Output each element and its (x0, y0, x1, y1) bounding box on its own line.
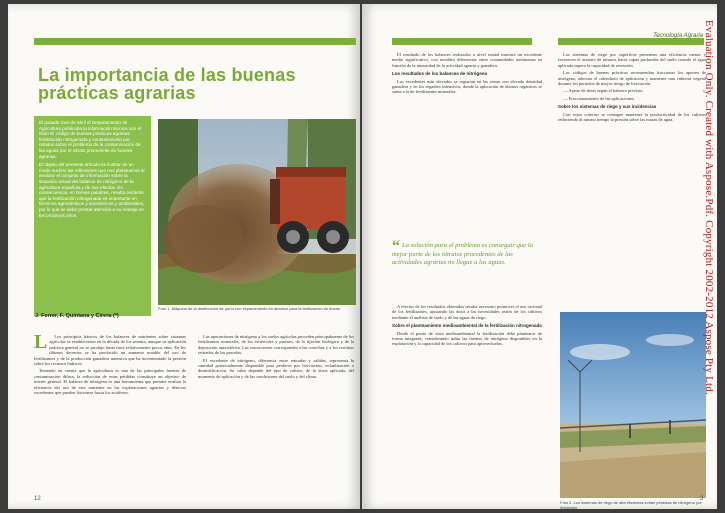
col1-paragraph-1: Los principios básicos de los balances de nutrientes sobre sistemas agrícolas se establecieron en la década de los sesenta, aunque su aplicación práctica general no se produjo hasta hace relativamente pocos años. En los últimos decenios se ha producido un aumento notable del uso de fertilizantes y de la producción ganadera intensiva que ha incrementado la presión sobre los recursos hídricos. (34, 334, 186, 367)
pull-quote (392, 238, 542, 267)
intro-paragraph-1: El pasado mes de abril el Departamento de Agricultura publicaba la información técnica con el título El código de buenas prácticas agrarias: fertilización nitrogenada y contaminación por nitratos sobre el problema de la contaminación de las aguas por el nitrato procedente de fuentes agrarias. (39, 120, 142, 159)
col4-paragraph-3: Con estos criterios se consigue mantener la productividad de los cultivos reduciendo al mismo tiempo la presión sobre las masas de agua. (558, 111, 706, 123)
right-page (362, 4, 717, 509)
section-tag: Tecnología Agraria (653, 33, 703, 39)
manure-spreader-image (158, 119, 356, 305)
photo-manure-spreader (158, 119, 356, 305)
photo-irrigation (560, 312, 706, 498)
quote-mark-icon: “ (392, 238, 400, 255)
article-title: La importancia de las buenas prácticas agrarias (38, 65, 296, 103)
header-bar-right-b (558, 38, 704, 45)
col3-paragraph-2: Los excedentes más elevados se registran en las zonas con elevada densidad ganadera y en los regadíos intensivos, donde la aplicación de abonos orgánicos se suma a la de fertilizantes minerales. (392, 78, 542, 95)
body-column-1 (34, 334, 186, 502)
col4-subhead: Sobre los sistemas de riego y sus incidencias (558, 104, 657, 110)
col1-paragraph-2: Teniendo en cuenta que la agricultura es una de las principales fuentes de contaminación difusa, la reducción de estas pérdidas constituye un objetivo de interés general. El balance de nitrógeno es una herramienta que permite evaluar la eficiencia del uso de este nutriente en las explotaciones agrarias y detectar excedentes que pueden lixiviarse hacia los acuíferos. (34, 368, 186, 396)
col3-subhead-1: Los resultados de los balances de nitrógeno (392, 71, 488, 77)
col2-paragraph-2: El excedente de nitrógeno, diferencia entre entradas y salidas, representa la cantidad potencialmente disponible para perderse por lixiviación, volatilización o desnitrificación. Su valor depende del tipo de cultivo, de la dosis aplicada, del momento de aplicación y de las condiciones del suelo y del clima. (198, 357, 354, 379)
header-bar-right-a (392, 38, 532, 45)
photo1-caption: Foto 1. Máquina de la distribución de purín con esparcimiento en abanico para la fertilización de fincas. (158, 306, 341, 311)
col3-paragraph-1: El resultado de los balances realizados a nivel estatal muestra un excedente medio significativo, con notables diferencias entre comunidades autónomas en función de la intensidad de la actividad agraria y ganadera. (392, 52, 542, 68)
evaluation-watermark (701, 20, 717, 500)
intro-paragraph-2: El objeto del presente artículo es ilustrar de un modo sucinto las reflexiones que nos planteamos al analizar el conjunto de información sobre la situación actual del balance de nitrógeno de la agricultura española y de sus efectos. En consecuencia, en breves palabras, resulta evidente que la fertilización nitrogenada es importante en términos agronómicos y económicos y ambientales, por lo que se debe prestar atención a su manejo en los próximos años. (39, 162, 145, 218)
col2-paragraph-1: Las aportaciones de nitrógeno a los suelos agrícolas proceden principalmente de los fertilizantes minerales, de los estiércoles y purines, de la fijación biológica y de la deposición atmosférica. Las extracciones corresponden a las cosechas y a los residuos retirados de las parcelas. (198, 334, 354, 356)
col4-paragraph-2: Los códigos de buenas prácticas recomiendan fraccionar los aportes de nitrógeno, adecuar el calendario de aplicación y mantener una cubierta vegetal durante los períodos de mayor riesgo de lixiviación. (558, 70, 706, 87)
col4-bullet-1: — Ajuste de dosis según el balance previsto. (563, 88, 644, 94)
col3-subhead-2: Sobre el planteamiento medioambiental de la fertilización nitrogenada (392, 323, 542, 329)
irrigation-image (560, 312, 706, 498)
col3-paragraph-3: A efectos de los resultados obtenidos resulta necesario promover el uso racional de los fertilizantes, ajustando las dosis a las necesidades reales de los cultivos mediante el análisis de suelo y de las aguas de riego. (392, 304, 542, 320)
body-column-4 (558, 52, 706, 307)
col4-bullet-2: — Fraccionamiento de las aplicaciones. (563, 95, 635, 101)
author-line: J. Ferrer, F. Quintana y Cirera (*) (35, 313, 119, 319)
col3-paragraph-4: Desde el punto de vista medioambiental la fertilización debe plantearse de forma integrada, considerando todas las fuentes de nitrógeno disponibles en la explotación y la capacidad de los cultivos para aprovecharlas. (392, 330, 542, 347)
col4-paragraph-1: Los sistemas de riego por superficie presentan una eficiencia menor y favorecen el arrastre de nitratos hacia capas profundas del suelo cuando el agua aplicada supera la capacidad de retención. (558, 52, 706, 68)
watermark-text: Evaluation Only. Created with Aspose.Pdf. Copyright 2002-2012 Aspose Pty Ltd. (703, 20, 715, 395)
photo2-caption: Foto 2. Los sistemas de riego de alta eficiencia evitan pérdidas de nitrógeno por lixiviación. (560, 500, 702, 509)
page-number-right: 3 (700, 496, 704, 502)
body-column-3 (392, 52, 542, 237)
left-page (8, 4, 360, 509)
intro-box (34, 116, 151, 316)
header-bar-left (34, 38, 356, 45)
drop-cap: L (34, 334, 48, 353)
body-column-2 (198, 334, 354, 502)
page-number-left: 12 (34, 496, 41, 502)
body-column-3b (392, 304, 542, 502)
pull-quote-text: La solución para el problema es conseguir que la mejor parte de los nitratos procedentes de las actividades agrarias no llegue a las aguas. (392, 242, 533, 266)
